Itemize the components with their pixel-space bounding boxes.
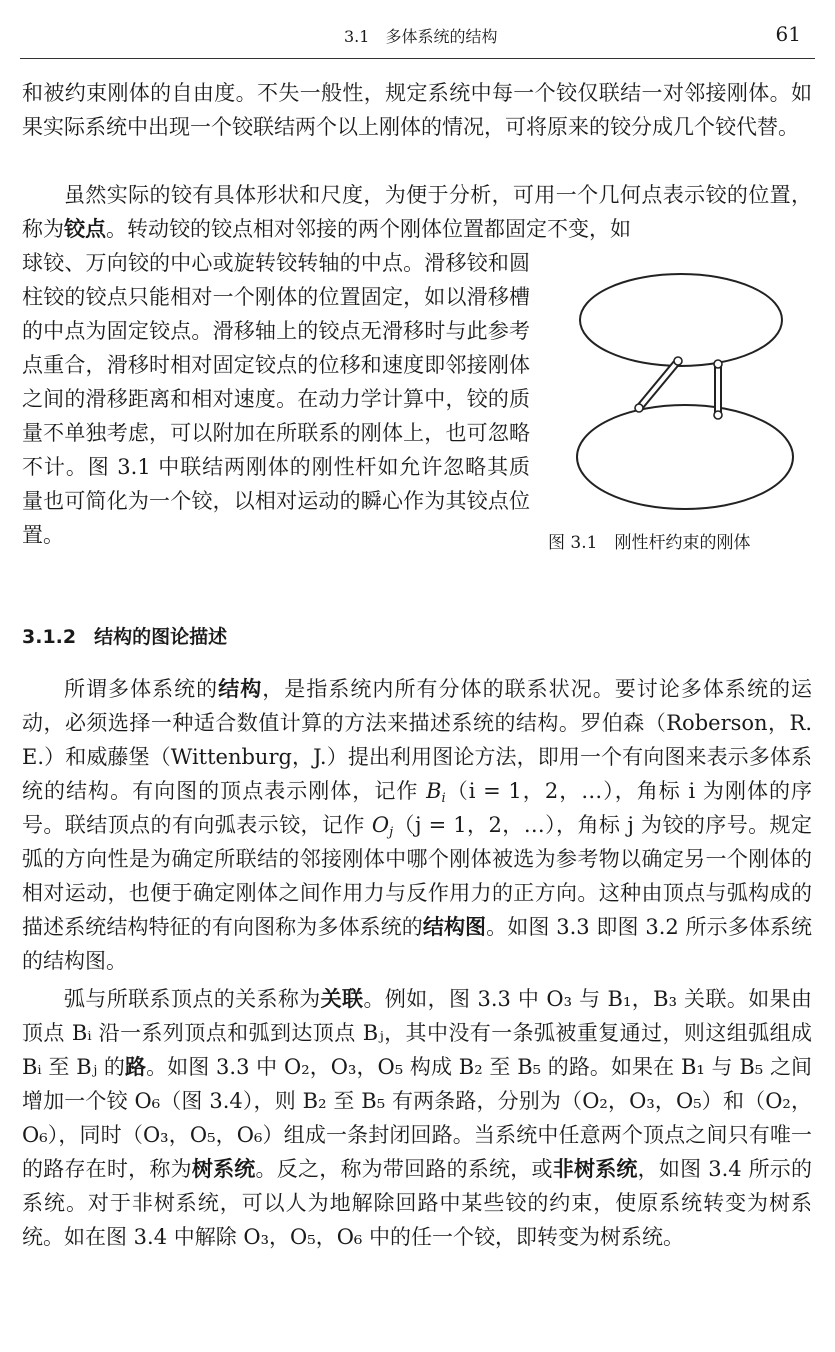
running-header	[20, 14, 815, 59]
section-title: 3.1 多体系统的结构	[344, 27, 498, 46]
text-run: 弧与所联系顶点的关系称为	[64, 987, 321, 1011]
paragraph-2-lead	[22, 178, 812, 246]
term-jiaodian: 铰点	[64, 217, 106, 241]
term-feishuxitong: 非树系统	[552, 1157, 638, 1181]
paragraph-1-text: 和被约束刚体的自由度。不失一般性，规定系统中每一个铰仅联结一对邻接刚体。如果实际系统中出现一个铰联结两个以上刚体的情况，可将原来的铰分成几个铰代替。	[22, 81, 812, 139]
lower-body-ellipse	[577, 405, 793, 509]
term-shuxitong: 树系统	[191, 1157, 256, 1181]
text-run: ，是指系统内所有分体的联系状况。要讨论多体系统的运动，必须选择一种适合数值计算的方法来描述系统的结构。罗伯森（Roberson，R. E.）和威藤堡（Wittenburg，J.）提出利用图论方法，即用一个有向图来表示多体系统的结构。有向图的顶点表示刚体，记作	[22, 677, 813, 803]
paragraph-3-text	[22, 672, 812, 978]
symbol-B: B	[426, 779, 442, 803]
paragraph-2-wrap: 球铰、万向铰的中心或旋转铰转轴的中点。滑移铰和圆柱铰的铰点只能相对一个刚体的位置固定，如以滑移槽的中点为固定铰点。滑移轴上的铰点无滑移时与此参考点重合，滑移时相对固定铰点的位移和速度即邻接刚体之间的滑移距离和相对速度。在动力学计算中，铰的质量不单独考虑，可以附加在所联系的刚体上，也可忽略不计。图 3.1 中联结两刚体的刚性杆如允许忽略其质量也可简化为一个铰，以相对运动的瞬心作为其铰点位置。	[22, 251, 530, 547]
paragraph-4	[22, 982, 812, 1254]
rigid-rod-right	[714, 360, 722, 419]
figure-rigid-bodies	[565, 272, 820, 522]
page-number: 61	[775, 22, 801, 46]
figure-caption: 图 3.1 刚性杆约束的刚体	[548, 533, 751, 553]
text-run: 。转动铰的铰点相对邻接的两个刚体位置都固定不变，如	[106, 217, 631, 241]
text-run: （i = 1，2，…），角标 i 为刚体的序号。联结顶点的有向弧表示铰，记作	[22, 779, 812, 837]
text-run: 。反之，称为带回路的系统，或	[255, 1157, 553, 1181]
heading-title: 结构的图论描述	[94, 626, 228, 648]
text-run: （j = 1，2，…），角标 j 为铰的序号。规定弧的方向性是为确定所联结的邻接刚体中哪个刚体被选为参考物以确定另一个刚体的相对运动，也便于确定刚体之间作用力与反作用力的正方向。这种由顶点与弧构成的描述系统结构特征的有向图称为多体系统的	[22, 813, 812, 939]
text-run: 。如图 3.3 中 O₂，O₃，O₅ 构成 B₂ 至 B₅ 的路。如果在 B₁ 与 B₅ 之间增加一个铰 O₆（图 3.4），则 B₂ 至 B₅ 有两条路，分别为（O₂，O₃，O₅）和（O₂，O₆），同时（O₃，O₅，O₆）组成一条封闭回路。当系统中任意两个顶点之间只有唯一的路存在时，称为	[22, 1055, 813, 1181]
paragraph-3	[22, 672, 812, 978]
text-run: 虽然实际的铰有具体形状和尺度，为便于分析，可用一个几何点表示铰的位置，称为	[22, 183, 812, 241]
text-run: ，如图 3.4 所示的系统。对于非树系统，可以人为地解除回路中某些铰的约束，使原系统转变为树系统。如在图 3.4 中解除 O₃，O₅，O₆ 中的任一个铰，即转变为树系统。	[22, 1157, 813, 1249]
text-run: 。例如，图 3.3 中 O₃ 与 B₁，B₃ 关联。如果由顶点 Bᵢ 沿一系列顶点和弧到达顶点 Bⱼ，其中没有一条弧被重复通过，则这组弧组成 Bᵢ 至 Bⱼ 的	[22, 987, 813, 1079]
term-jiegoutu: 结构图	[422, 915, 487, 939]
text-run: 。如图 3.3 即图 3.2 所示多体系统的结构图。	[22, 915, 813, 973]
upper-body-ellipse	[580, 274, 782, 366]
text-run: 所谓多体系统的	[64, 677, 219, 701]
term-guanlian: 关联	[320, 987, 364, 1011]
section-heading	[22, 622, 227, 649]
term-lu: 路	[125, 1055, 147, 1079]
paragraph-4-text	[22, 982, 812, 1254]
paragraph-1	[22, 76, 812, 144]
symbol-O: O	[371, 813, 390, 837]
symbol-sub-j: j	[389, 825, 394, 840]
symbol-sub-i: i	[441, 791, 446, 806]
term-jiegou: 结构	[218, 677, 263, 701]
heading-number: 3.1.2	[22, 626, 77, 648]
